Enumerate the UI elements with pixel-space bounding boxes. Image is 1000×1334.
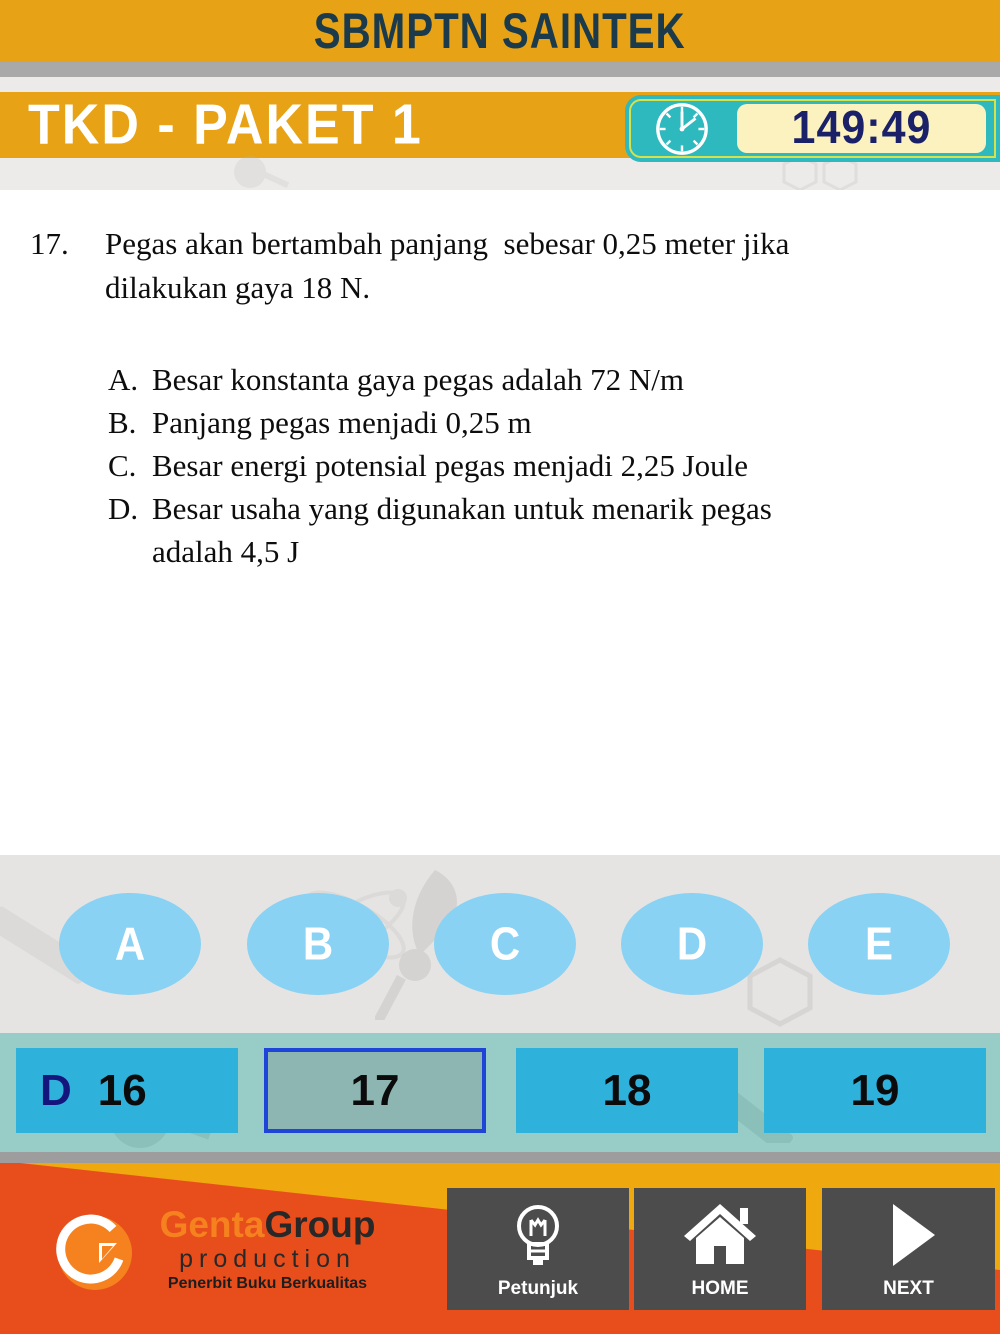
option-line: Panjang pegas menjadi 0,25 m: [152, 405, 532, 440]
nav-question-16[interactable]: [16, 1048, 238, 1133]
option-text: [152, 358, 684, 401]
option-label: B.: [108, 405, 137, 440]
timer-widget: [625, 95, 1000, 162]
publisher-logo: [50, 1205, 390, 1315]
pattern-strip: [0, 77, 1000, 92]
nav-17-number: 17: [350, 1065, 400, 1115]
play-icon: [822, 1202, 995, 1272]
brand-group: Group: [264, 1204, 376, 1245]
nav-question-18[interactable]: [516, 1048, 738, 1133]
option-line: Besar usaha yang digunakan untuk menarik pegas: [152, 491, 772, 526]
next-button[interactable]: [822, 1188, 995, 1310]
petunjuk-button[interactable]: [447, 1188, 629, 1310]
home-label: HOME: [691, 1278, 749, 1299]
pattern-strip: [0, 158, 1000, 190]
option-text: [152, 444, 748, 487]
genta-logo-icon: [55, 1213, 135, 1298]
choice-e-button[interactable]: [808, 893, 950, 995]
option-a: [108, 358, 975, 401]
footer-bar: [0, 1163, 1000, 1334]
brand-name: [145, 1205, 390, 1245]
option-c: [108, 444, 975, 487]
package-title: TKD - PAKET 1: [28, 93, 423, 157]
option-list: [108, 358, 975, 573]
timer-display: [737, 104, 986, 153]
timer-value: 149:49: [791, 102, 932, 154]
lightbulb-icon: [447, 1202, 629, 1270]
nav-16-number: 16: [97, 1065, 147, 1115]
choice-d-label: D: [676, 917, 708, 970]
answer-choice-area: [0, 855, 1000, 1033]
choice-c-label: C: [489, 917, 521, 970]
brand-tagline: Penerbit Buku Berkualitas: [167, 1275, 368, 1292]
choice-c-button[interactable]: [434, 893, 576, 995]
option-label: D.: [108, 491, 139, 526]
nav-19-number: 19: [850, 1065, 900, 1115]
option-label: A.: [108, 362, 139, 397]
option-line: Besar konstanta gaya pegas adalah 72 N/m: [152, 362, 684, 397]
brand-subtitle: production: [179, 1245, 356, 1273]
nav-16-answer: D: [40, 1065, 72, 1115]
choice-b-button[interactable]: [247, 893, 389, 995]
home-icon: [634, 1202, 806, 1272]
choice-b-label: B: [302, 917, 334, 970]
nav-question-19[interactable]: [764, 1048, 986, 1133]
brand-genta: Genta: [159, 1204, 265, 1245]
choice-a-label: A: [114, 917, 146, 970]
petunjuk-label: Petunjuk: [497, 1278, 579, 1299]
option-text: [152, 401, 532, 444]
publisher-logo-text: [145, 1205, 390, 1295]
app-header: [0, 0, 1000, 62]
question-line: dilakukan gaya 18 N.: [105, 270, 371, 305]
option-label: C.: [108, 448, 137, 483]
home-button[interactable]: [634, 1188, 806, 1310]
clock-icon: [653, 100, 711, 163]
option-line: Besar energi potensial pegas menjadi 2,25 Joule: [152, 448, 749, 483]
question-statement: [30, 222, 975, 310]
nav-question-17[interactable]: [264, 1048, 486, 1133]
question-nav-strip: [0, 1033, 1000, 1152]
option-line: adalah 4,5 J: [152, 534, 300, 569]
divider-strip: [0, 62, 1000, 77]
next-label: NEXT: [883, 1278, 934, 1299]
question-area: [0, 190, 1000, 855]
choice-a-button[interactable]: [59, 893, 201, 995]
app-title: SBMPTN SAINTEK: [314, 2, 686, 59]
choice-e-label: E: [864, 917, 893, 970]
divider-strip: [0, 1152, 1000, 1163]
option-d: [108, 487, 975, 573]
choice-d-button[interactable]: [621, 893, 763, 995]
option-b: [108, 401, 975, 444]
question-line: Pegas akan bertambah panjang sebesar 0,25 meter jika: [105, 226, 790, 261]
question-number: 17.: [30, 226, 69, 261]
option-text: [152, 487, 772, 573]
question-text: [105, 222, 789, 310]
nav-18-number: 18: [602, 1065, 652, 1115]
